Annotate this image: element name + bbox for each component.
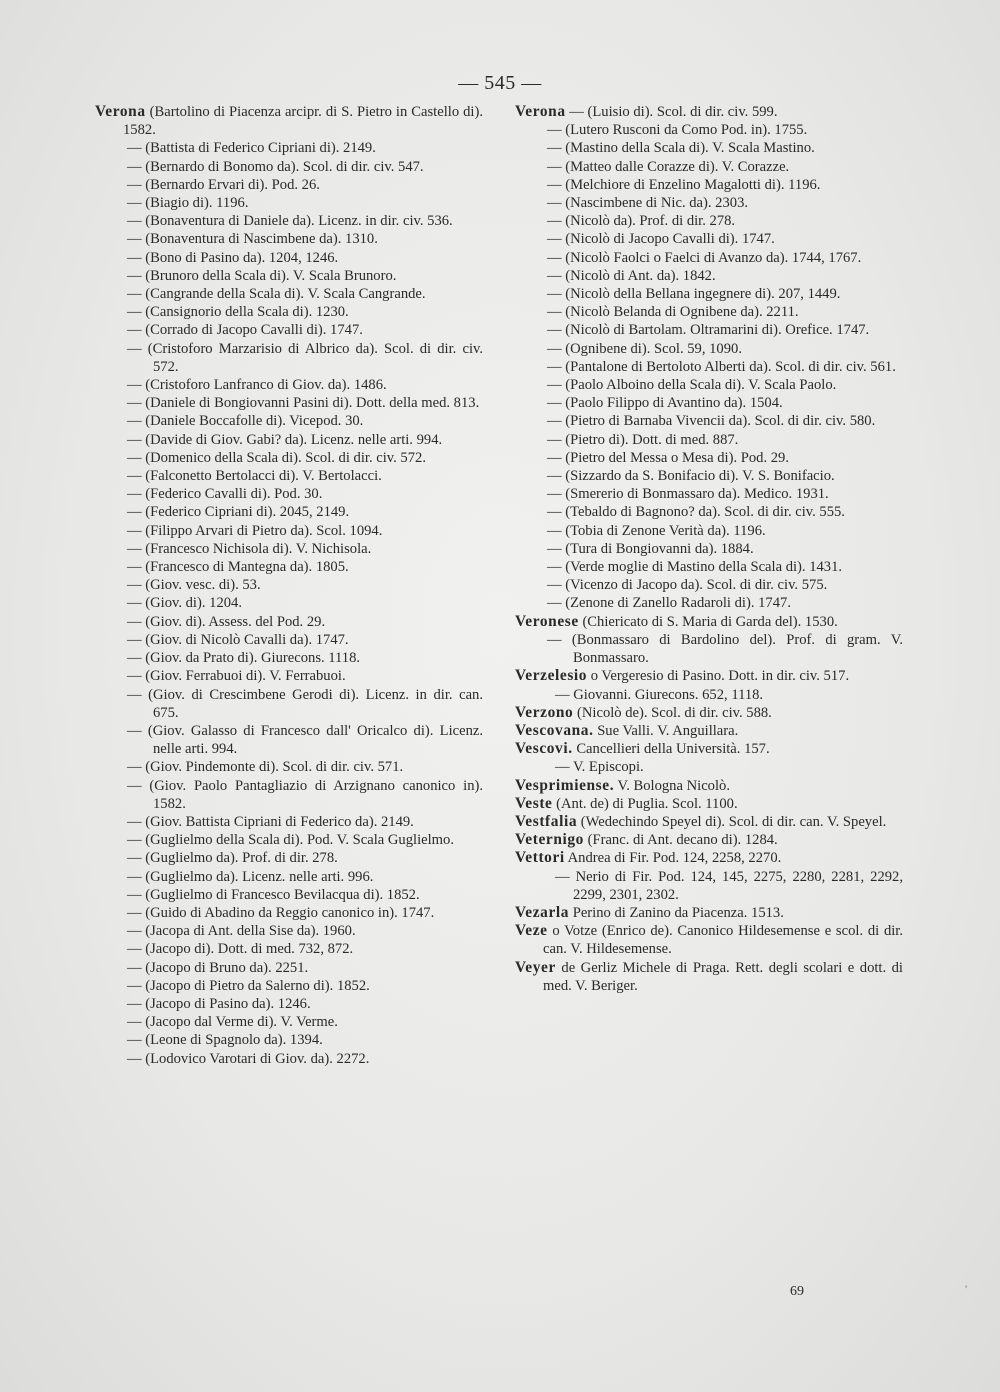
entry-text: — V. Episcopi. [555,759,644,776]
entry-text: — (Pietro del Messa o Mesa di). Pod. 29. [547,449,789,466]
entry-text: — (Guglielmo di Francesco Bevilacqua di). 1852. [127,886,420,903]
entry-text: (Bartolino di Piacenza arcipr. di S. Pietro in Castello di). 1582. [123,104,483,139]
entry-text: Andrea di Fir. Pod. 124, 2258, 2270. [564,850,782,867]
index-entry [95,303,483,321]
entry-headword: Vesprimiense. [515,776,615,794]
entry-text: — (Cristoforo Marzarisio di Albrico da). Scol. di dir. civ. 572. [127,340,483,375]
entry-text: — (Paolo Alboino della Scala di). V. Scala Paolo. [547,377,837,394]
index-entry [95,558,483,576]
printer-signature: 69 [790,1284,804,1299]
entry-text: Perino di Zanino da Piacenza. 1513. [569,904,784,921]
index-entry [515,376,903,394]
entry-text: — (Pantalone di Bertoloto Alberti da). Scol. di dir. civ. 561. [547,358,896,375]
entry-text: — (Nicolò di Bartolam. Oltramarini di). Orefice. 1747. [547,322,870,339]
index-entry [515,285,903,303]
index-entry [95,1013,483,1031]
entry-headword: Veze [515,922,548,940]
index-entry [95,467,483,485]
entry-text: — (Tura di Bongiovanni da). 1884. [547,540,754,557]
entry-text: — (Giov. Paolo Pantagliazio di Arzignano canonico in). 1582. [127,777,483,812]
entry-text: — (Matteo dalle Corazze di). V. Corazze. [547,158,790,175]
entry-text: — (Daniele di Bongiovanni Pasini di). Dott. della med. 813. [127,395,480,412]
entry-text: — (Pietro di). Dott. di med. 887. [547,431,739,448]
index-entry [95,904,483,922]
entry-text: — (Giov. vesc. di). 53. [127,577,261,594]
left-column [95,103,483,1068]
entry-text: — (Nascimbene di Nic. da). 2303. [547,195,749,212]
index-entry-head [515,831,903,849]
index-entry [515,503,903,521]
index-entry-head [515,904,903,922]
entry-text: — (Sizzardo da S. Bonifacio di). V. S. Bonifacio. [547,468,835,485]
entry-text: — (Smererio di Bonmassaro da). Medico. 1931. [547,486,829,503]
entry-headword: Veste [515,794,553,812]
index-entry-head [515,777,903,795]
index-entry [95,631,483,649]
index-entry [95,594,483,612]
entry-text: — (Lutero Rusconi da Como Pod. in). 1755. [547,122,808,139]
entry-headword: Verzelesio [515,667,588,685]
index-entry [95,831,483,849]
index-entry-head [95,103,483,139]
index-entry [95,667,483,685]
index-entry [95,1050,483,1068]
entry-text: — (Giov. da Prato di). Giurecons. 1118. [127,650,361,667]
entry-text: — (Guglielmo da). Licenz. nelle arti. 996. [127,868,374,885]
index-entry-head [515,922,903,958]
entry-text: — (Giov. di). 1204. [127,595,242,612]
entry-text: — (Vicenzo di Jacopo da). Scol. di dir. civ. 575. [547,577,828,594]
entry-text: — (Biagio di). 1196. [127,195,249,212]
index-entry [95,995,483,1013]
entry-text: — (Nicolò di Jacopo Cavalli di). 1747. [547,231,775,248]
index-entry [515,594,903,612]
entry-text: — Giovanni. Giurecons. 652, 1118. [555,686,764,703]
index-entry [515,485,903,503]
index-entry [515,449,903,467]
index-entry-head [515,740,903,758]
entry-text: — (Cristoforo Lanfranco di Giov. da). 1486. [127,377,387,394]
entry-text: — (Brunoro della Scala di). V. Scala Brunoro. [127,267,397,284]
page-number: — 545 — [458,72,542,94]
entry-text: — (Guido di Abadino da Reggio canonico in). 1747. [127,904,435,921]
entry-text: — (Bernardo di Bonomo da). Scol. di dir. civ. 547. [127,158,424,175]
index-entry [95,394,483,412]
entry-headword: Veyer [515,958,556,976]
entry-text: — (Pietro di Barnaba Vivencii da). Scol. di dir. civ. 580. [547,413,876,430]
index-entry-head [515,613,903,631]
index-entry [95,886,483,904]
index-entry [95,868,483,886]
entry-text: — (Domenico della Scala di). Scol. di dir. civ. 572. [127,449,426,466]
index-entry [95,267,483,285]
index-entry [95,230,483,248]
entry-text: de Gerliz Michele di Praga. Rett. degli scolari e dott. di med. V. Beriger. [543,959,903,994]
index-entry [95,849,483,867]
entry-text: — (Giov. di Crescimbene Gerodi di). Licenz. in dir. can. 675. [127,686,483,721]
entry-text: (Ant. de) di Puglia. Scol. 1100. [552,795,738,812]
entry-text: (Chiericato di S. Maria di Garda del). 1530. [578,613,838,630]
entry-text: — (Bernardo Ervari di). Pod. 26. [127,176,320,193]
index-entry-head [515,704,903,722]
index-entry [95,522,483,540]
entry-text: — (Bonaventura di Daniele da). Licenz. in dir. civ. 536. [127,213,453,230]
index-entry [515,358,903,376]
index-entry [515,467,903,485]
entry-text: — (Cangrande della Scala di). V. Scala Cangrande. [127,286,426,303]
entry-text: — (Lodovico Varotari di Giov. da). 2272. [127,1050,370,1067]
entry-text: — (Corrado di Jacopo Cavalli di). 1747. [127,322,363,339]
index-entry [515,121,903,139]
entry-headword: Vettori [515,849,565,867]
index-entry [95,321,483,339]
entry-text: — (Bono di Pasino da). 1204, 1246. [127,249,339,266]
index-entry [95,285,483,303]
index-entry [95,158,483,176]
index-entry [515,340,903,358]
entry-text: — (Jacopo di Pietro da Salerno di). 1852. [127,977,370,994]
index-entry [515,194,903,212]
index-entry [95,649,483,667]
index-entry [95,576,483,594]
index-entry-head [515,722,903,740]
index-entry [515,558,903,576]
index-entry-head [515,813,903,831]
index-entry [515,158,903,176]
index-entry [95,940,483,958]
index-entry [95,540,483,558]
index-entry [95,449,483,467]
entry-headword: Vescovana. [515,721,594,739]
entry-text: — (Ognibene di). Scol. 59, 1090. [547,340,742,357]
index-entry [515,540,903,558]
index-entry-head [515,795,903,813]
entry-text: — (Jacopo dal Verme di). V. Verme. [127,1014,338,1031]
entry-text: — (Verde moglie di Mastino della Scala di). 1431. [547,559,843,576]
entry-text: o Vergeresio di Pasino. Dott. in dir. civ. 517. [587,668,850,685]
index-entry [515,212,903,230]
entry-text: (Franc. di Ant. decano di). 1284. [583,832,778,849]
index-entry-head [515,667,903,685]
index-entry [515,321,903,339]
entry-text: — (Falconetto Bertolacci di). V. Bertolacci. [127,468,382,485]
entry-text: — (Tobia di Zenone Verità da). 1196. [547,522,766,539]
index-entry [515,686,903,704]
entry-text: — (Nicolò Faolci o Faelci di Avanzo da). 1744, 1767. [547,249,862,266]
entry-text: (Wedechindo Speyel di). Scol. di dir. can. V. Speyel. [577,813,887,830]
entry-text: — (Bonmassaro di Bardolino del). Prof. di gram. V. Bonmassaro. [547,631,903,667]
entry-text: — (Guglielmo della Scala di). Pod. V. Scala Guglielmo. [127,832,454,849]
index-entry [515,758,903,776]
entry-text: — (Federico Cipriani di). 2045, 2149. [127,504,350,521]
index-entry [515,412,903,430]
index-entry [95,376,483,394]
entry-text: Sue Valli. V. Anguillara. [593,722,739,739]
entry-text: (Nicolò de). Scol. di dir. civ. 588. [573,704,772,721]
index-entry [515,249,903,267]
right-column [515,103,903,995]
entry-text: — (Jacopo di Pasino da). 1246. [127,995,311,1012]
entry-text: — (Francesco Nichisola di). V. Nichisola. [127,540,372,557]
entry-headword: Vescovi. [515,740,573,758]
index-entry [95,139,483,157]
index-entry [95,777,483,813]
entry-text: — (Leone di Spagnolo da). 1394. [127,1032,323,1049]
entry-text: — (Paolo Filippo di Avantino da). 1504. [547,395,783,412]
entry-headword: Vestfalia [515,812,578,830]
entry-headword: Verzono [515,703,574,721]
entry-text: o Votze (Enrico de). Canonico Hildesemense e scol. di dir. can. V. Hildesemense. [543,923,903,958]
entry-text: — (Bonaventura di Nascimbene da). 1310. [127,231,378,248]
index-entry-head [515,103,903,121]
entry-text: — (Giov. Ferrabuoi di). V. Ferrabuoi. [127,668,346,685]
index-entry [515,303,903,321]
index-entry [95,1031,483,1049]
entry-text: Cancellieri della Università. 157. [572,741,770,758]
entry-text: — (Zenone di Zanello Radaroli di). 1747. [547,595,791,612]
entry-text: — (Nicolò da). Prof. di dir. 278. [547,213,736,230]
entry-text: — (Battista di Federico Cipriani di). 2149. [127,140,376,157]
entry-text: — (Filippo Arvari di Pietro da). Scol. 1094. [127,522,383,539]
index-entry [515,576,903,594]
entry-text: — (Nicolò della Bellana ingegnere di). 207, 1449. [547,286,841,303]
entry-text: — (Giov. di Nicolò Cavalli da). 1747. [127,631,349,648]
entry-headword: Vezarla [515,903,570,921]
index-entry [515,631,903,667]
entry-text: — (Daniele Boccafolle di). Vicepod. 30. [127,413,364,430]
entry-headword: Verona [515,103,566,120]
entry-text: — (Melchiore di Enzelino Magalotti di). 1196. [547,176,821,193]
entry-text: — (Giov. Battista Cipriani di Federico da). 2149. [127,813,414,830]
index-entry [515,522,903,540]
entry-text: — (Mastino della Scala di). V. Scala Mastino. [547,140,815,157]
index-entry [95,194,483,212]
entry-text: — Nerio di Fir. Pod. 124, 145, 2275, 2280, 2281, 2292, 2299, 2301, 2302. [555,868,903,903]
entry-text: — (Cansignorio della Scala di). 1230. [127,304,349,321]
entry-text: — (Nicolò Belanda di Ognibene da). 2211. [547,304,799,321]
index-entry [95,176,483,194]
index-entry [515,139,903,157]
index-entry [95,722,483,758]
index-entry [95,758,483,776]
entry-headword: Veternigo [515,831,584,849]
edge-mark: ' [965,1282,968,1296]
index-entry [515,267,903,285]
index-entry [515,431,903,449]
entry-text: — (Jacopo di). Dott. di med. 732, 872. [127,941,354,958]
entry-text: — (Giov. di). Assess. del Pod. 29. [127,613,326,630]
entry-headword: Verona [95,103,146,120]
index-entry [515,868,903,904]
entry-text: — (Jacopa di Ant. della Sise da). 1960. [127,923,356,940]
index-entry [95,340,483,376]
index-entry-head [515,849,903,867]
entry-text: — (Giov. Galasso di Francesco dall' Oricalco di). Licenz. nelle arti. 994. [127,722,483,758]
entry-text: — (Nicolò di Ant. da). 1842. [547,267,716,284]
entry-text: — (Francesco di Mantegna da). 1805. [127,559,349,576]
index-entry [95,412,483,430]
index-entry [95,686,483,722]
entry-text: — (Davide di Giov. Gabi? da). Licenz. nelle arti. 994. [127,431,443,448]
entry-text: — (Jacopo di Bruno da). 2251. [127,959,309,976]
index-entry [515,176,903,194]
entry-headword: Veronese [515,612,579,630]
index-entry [95,212,483,230]
index-entry-head [515,959,903,995]
index-entry [95,959,483,977]
index-entry [95,485,483,503]
index-entry [515,230,903,248]
index-entry [95,503,483,521]
index-entry [95,977,483,995]
index-entry [95,613,483,631]
index-entry [95,249,483,267]
entry-text: — (Luisio di). Scol. di dir. civ. 599. [565,104,778,120]
entry-text: — (Federico Cavalli di). Pod. 30. [127,486,323,503]
entry-text: V. Bologna Nicolò. [614,777,730,794]
index-entry [95,922,483,940]
index-entry [515,394,903,412]
entry-text: — (Giov. Pindemonte di). Scol. di dir. civ. 571. [127,759,404,776]
entry-text: — (Tebaldo di Bagnono? da). Scol. di dir. civ. 555. [547,504,845,521]
index-entry [95,431,483,449]
entry-text: — (Guglielmo da). Prof. di dir. 278. [127,850,338,867]
index-entry [95,813,483,831]
